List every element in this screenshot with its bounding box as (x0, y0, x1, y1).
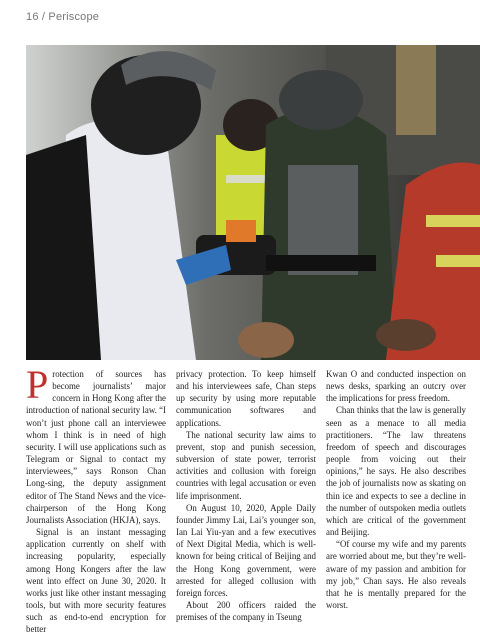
paragraph: Signal is an instant messaging application currently on shelf with increasing popularity, especially among Hong Kongers after the law went into effect on June 30, 2020. It works just like other instant messaging tools, but with more security features such as end-to-end encryption for better (26, 527, 166, 635)
paragraph: privacy protection. To keep himself and his interviewees safe, Chan steps up security by using more reputable communication softwares and applications. (176, 369, 316, 428)
paragraph: The national security law aims to prevent, stop and punish secession, subversion of state power, terrorist activities and collusion with foreign countries with legal accusation or even life imprisonment. (176, 429, 316, 501)
column-3 (326, 368, 466, 635)
column-1 (26, 362, 166, 635)
paragraph: Kwan O and conducted inspection on news desks, sparking an outcry over the implications for press freedom. (326, 369, 466, 404)
paragraph: About 200 officers raided the premises of the company in Tseung (176, 599, 316, 623)
paragraph: Chan thinks that the law is generally seen as a menace to all media practitioners. “The law threatens freedom of speech and discourages people from voicing out their opinions,” he says. He also describes the job of journalists now as skating on thin ice and expects to see a decline in the number of outspoken media outlets which are critical of the government and Beijing. (326, 405, 466, 538)
column-2 (176, 368, 316, 635)
page-folio: 16 / Periscope (26, 11, 100, 23)
paragraph: “Of course my wife and my parents are worried about me, but they’re well-aware of my passion and ambition for my job,” Chan says. He also reveals that he is mentally prepared for the worst. (326, 539, 466, 610)
lead-paragraph (26, 362, 166, 526)
press-photo (26, 45, 480, 360)
paragraph: On August 10, 2020, Apple Daily founder Jimmy Lai, Lai’s younger son, Ian Lai Yiu-yan and a few executives of Next Digital Media, which is well-known for being critical of Beijing and the Hong Kong government, were arrested for alleged collusion with foreign forces. (176, 502, 316, 598)
article-body (26, 362, 466, 635)
paragraph-text: rotection of sources has become journalists’ major concern in Hong Kong after the introduction of national security law. “I won’t just phone call an interviewee whom I think is in need of high security. I will use applications such as Telegram or Signal to contact my interviewees,” says Ronson Chan Long-sing, the deputy assignment editor of The Stand News and the vice-chairperson of the Hong Kong Journalists Association (HKJA), says. (26, 369, 166, 525)
drop-cap: P (26, 362, 49, 407)
